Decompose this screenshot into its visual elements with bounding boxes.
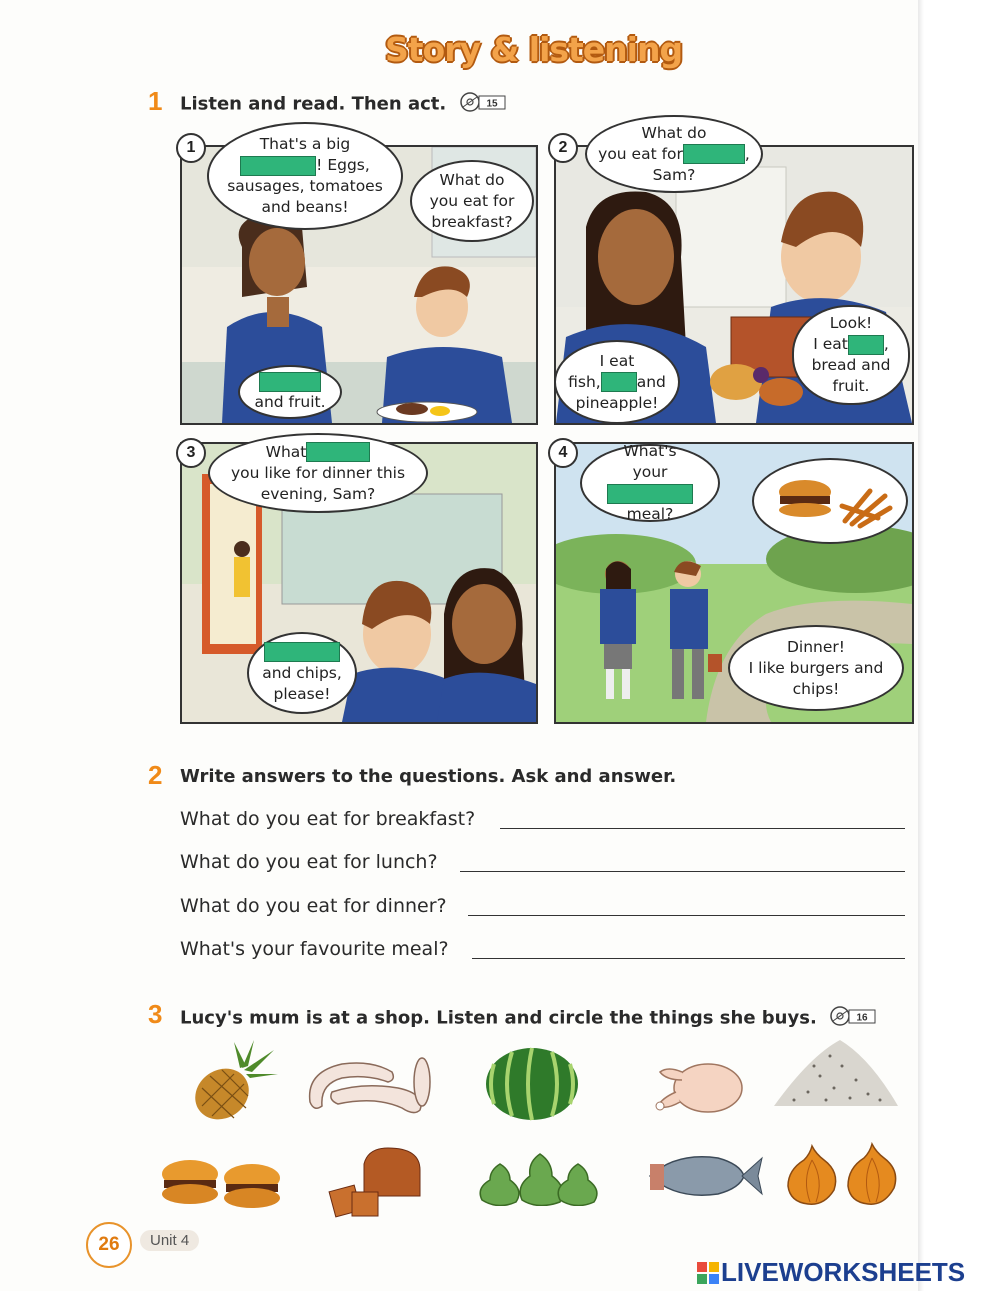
panel-4-number: 4 xyxy=(548,438,578,468)
panel-1-speech-bubble-a xyxy=(207,122,403,230)
bubble-text: please! xyxy=(273,684,331,703)
answer-gap-3-2[interactable] xyxy=(264,642,340,662)
panel-4-thought-bubble xyxy=(752,458,908,544)
track-16-label: 16 xyxy=(856,1012,868,1024)
panel-2-number: 2 xyxy=(548,133,578,163)
exercise-2-number: 2 xyxy=(148,760,163,790)
page-edge xyxy=(918,0,1000,1291)
liveworksheets-logo-text: LIVEWORKSHEETS xyxy=(721,1257,966,1287)
bubble-text: and xyxy=(636,372,666,391)
bubble-text: pineapple! xyxy=(575,393,659,412)
exercise-3-instruction-text: Lucy's mum is at a shop. Listen and circle the things she buys. xyxy=(180,1007,817,1029)
bubble-text: your xyxy=(632,463,668,481)
sausages-icon[interactable] xyxy=(302,1052,434,1122)
bubble-text: you like for dinner this xyxy=(230,463,406,482)
bubble-text: What do xyxy=(641,123,707,142)
bubble-text: I eat xyxy=(599,351,635,370)
unit-label: Unit 4 xyxy=(140,1230,199,1251)
bubble-text: What's xyxy=(623,442,677,460)
panel-2-speech-bubble-a xyxy=(585,115,763,193)
exercise-2-instruction: Write answers to the questions. Ask and answer. xyxy=(180,766,677,787)
bubble-text: I like burgers and xyxy=(748,658,884,677)
bubble-text: , xyxy=(883,335,889,353)
bubble-text: and beans! xyxy=(261,198,349,216)
cd-track-16-icon xyxy=(829,1005,877,1032)
bubble-text: Dinner! xyxy=(786,637,845,656)
panel-1-speech-bubble-b xyxy=(410,160,534,242)
panel-4-speech-bubble-a xyxy=(580,444,720,522)
page-number: 26 xyxy=(86,1222,132,1268)
watermelon-icon[interactable] xyxy=(484,1046,580,1122)
question-2: What do you eat for lunch? xyxy=(180,851,438,873)
exercise-3-instruction xyxy=(180,1005,877,1032)
bubble-text: What do xyxy=(439,170,505,189)
answer-line-2[interactable] xyxy=(460,871,905,872)
bubble-text: ! Eggs, xyxy=(316,156,370,174)
rice-icon[interactable] xyxy=(770,1036,902,1112)
answer-gap-1-2[interactable] xyxy=(259,372,321,392)
bubble-text: fish, xyxy=(568,372,601,391)
exercise-1-instruction xyxy=(180,91,507,118)
panel-1-speech-bubble-c xyxy=(238,365,342,419)
panel-2-speech-bubble-c xyxy=(554,340,680,424)
bread-icon[interactable] xyxy=(328,1144,424,1218)
page-title: Story & listening xyxy=(385,30,683,69)
bubble-text: , xyxy=(744,144,750,163)
question-1: What do you eat for breakfast? xyxy=(180,808,476,830)
pears-icon[interactable] xyxy=(476,1150,604,1206)
bubble-text: sausages, tomatoes xyxy=(227,177,383,195)
exercise-3-number: 3 xyxy=(148,999,163,1029)
exercise-1-instruction-text: Listen and read. Then act. xyxy=(180,93,447,115)
bubble-text: breakfast? xyxy=(431,212,513,231)
fish-icon[interactable] xyxy=(646,1150,764,1202)
bubble-text: That's a big xyxy=(259,135,351,153)
bubble-text: meal? xyxy=(626,505,674,523)
bubble-text: and chips, xyxy=(262,663,342,682)
panel-3-speech-bubble-a xyxy=(208,433,428,513)
answer-gap-2-1[interactable] xyxy=(683,144,745,164)
answer-gap-1-1[interactable] xyxy=(240,156,316,176)
answer-line-1[interactable] xyxy=(500,828,905,829)
bubble-text: chips! xyxy=(792,679,840,698)
answer-gap-4-1[interactable] xyxy=(607,484,693,504)
answer-line-4[interactable] xyxy=(472,958,905,959)
answer-gap-2-2[interactable] xyxy=(848,335,884,355)
answer-gap-2-3[interactable] xyxy=(601,372,637,392)
question-4: What's your favourite meal? xyxy=(180,938,449,960)
onions-icon[interactable] xyxy=(784,1140,900,1208)
answer-line-3[interactable] xyxy=(468,915,905,916)
bubble-text: evening, Sam? xyxy=(260,484,376,503)
bubble-text: Sam? xyxy=(652,165,696,184)
burger-and-chips-icon xyxy=(760,466,900,536)
answer-gap-3-1[interactable] xyxy=(306,442,370,462)
panel-1-number: 1 xyxy=(176,133,206,163)
liveworksheets-logo xyxy=(697,1257,965,1288)
panel-3-speech-bubble-b xyxy=(247,632,357,714)
bubble-text: What xyxy=(265,442,307,461)
panel-4-speech-bubble-b xyxy=(728,625,904,711)
bubble-text: and fruit. xyxy=(254,393,326,411)
bubble-text: I eat xyxy=(813,335,848,353)
chicken-icon[interactable] xyxy=(652,1058,746,1116)
bubble-text: bread and xyxy=(811,356,891,374)
bubble-text: you eat for xyxy=(429,191,515,210)
panel-2-speech-bubble-b xyxy=(792,305,910,405)
panel-3-number: 3 xyxy=(176,438,206,468)
bubble-text: fruit. xyxy=(832,377,870,395)
question-3: What do you eat for dinner? xyxy=(180,895,447,917)
pineapple-icon[interactable] xyxy=(182,1038,282,1124)
track-15-label: 15 xyxy=(485,98,498,110)
burgers-icon[interactable] xyxy=(160,1156,284,1212)
bubble-text: you eat for xyxy=(598,144,683,163)
bubble-text: Look! xyxy=(829,314,873,332)
liveworksheets-logo-icon xyxy=(697,1260,719,1282)
exercise-1-number: 1 xyxy=(148,86,163,116)
cd-track-15-icon xyxy=(459,91,507,118)
